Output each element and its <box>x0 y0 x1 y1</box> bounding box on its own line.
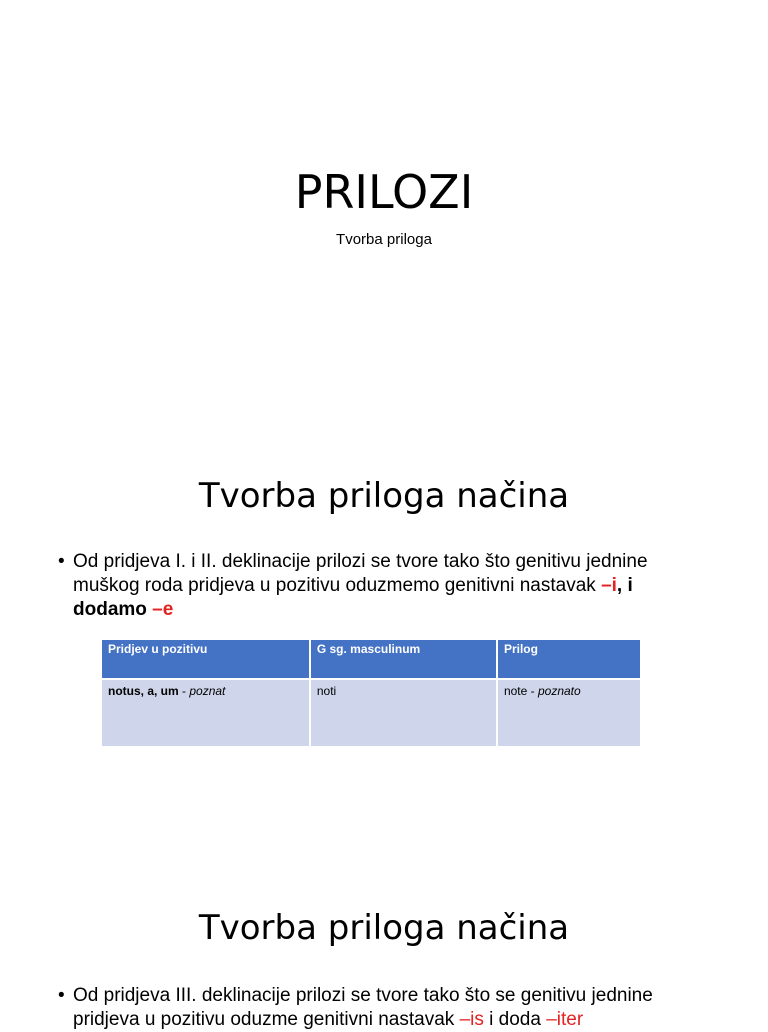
slide-subtitle: Tvorba priloga <box>336 231 432 248</box>
bullet-text <box>58 984 708 1032</box>
bullet-paragraph-1 <box>58 550 708 622</box>
bullet-icon: • <box>58 985 65 1006</box>
bullet-connector: i doda <box>483 1009 547 1030</box>
table-header: G sg. masculinum <box>310 640 497 679</box>
genitive-ending: –is <box>459 1009 484 1030</box>
bullet-line-2: pridjeva u pozitivu oduzme genitivni nastavak <box>73 1009 460 1030</box>
bullet-line-1: Od pridjeva III. deklinacije prilozi se tvore tako što se genitivu jednine <box>73 985 653 1006</box>
slide-title: PRILOZI <box>294 165 474 219</box>
table-header-row <box>102 640 640 679</box>
adverb-ending: –iter <box>546 1009 584 1030</box>
bullet-verb: dodamo <box>73 599 147 620</box>
table-cell-genitive: noti <box>310 679 497 746</box>
adverb-ending: –e <box>152 599 174 620</box>
adverb-form: note <box>503 684 528 698</box>
section-heading-2: Tvorba priloga načina <box>198 908 570 948</box>
separator: - <box>527 684 538 698</box>
adverb-formation-table <box>102 640 640 746</box>
bullet-paragraph-2 <box>58 984 708 1032</box>
bullet-text <box>58 550 708 622</box>
genitive-ending: –i <box>601 575 617 596</box>
table-row <box>102 679 640 746</box>
table-header: Prilog <box>497 640 640 679</box>
section-heading-1: Tvorba priloga načina <box>198 476 570 516</box>
adjective-translation: poznat <box>189 684 226 698</box>
table-cell-adverb <box>497 679 640 746</box>
table-header: Pridjev u pozitivu <box>102 640 310 679</box>
adjective-form: notus, a, um <box>108 684 179 698</box>
separator: - <box>178 684 190 698</box>
adverb-translation: poznato <box>537 684 581 698</box>
bullet-icon: • <box>58 551 65 572</box>
bullet-conjunction: , i <box>616 575 633 596</box>
bullet-main-text: Od pridjeva I. i II. deklinacije prilozi se tvore tako što genitivu jednine muškog roda pridjeva u pozitivu oduzmemo genitivni nastavak <box>73 551 648 596</box>
table-cell-adjective <box>102 679 310 746</box>
